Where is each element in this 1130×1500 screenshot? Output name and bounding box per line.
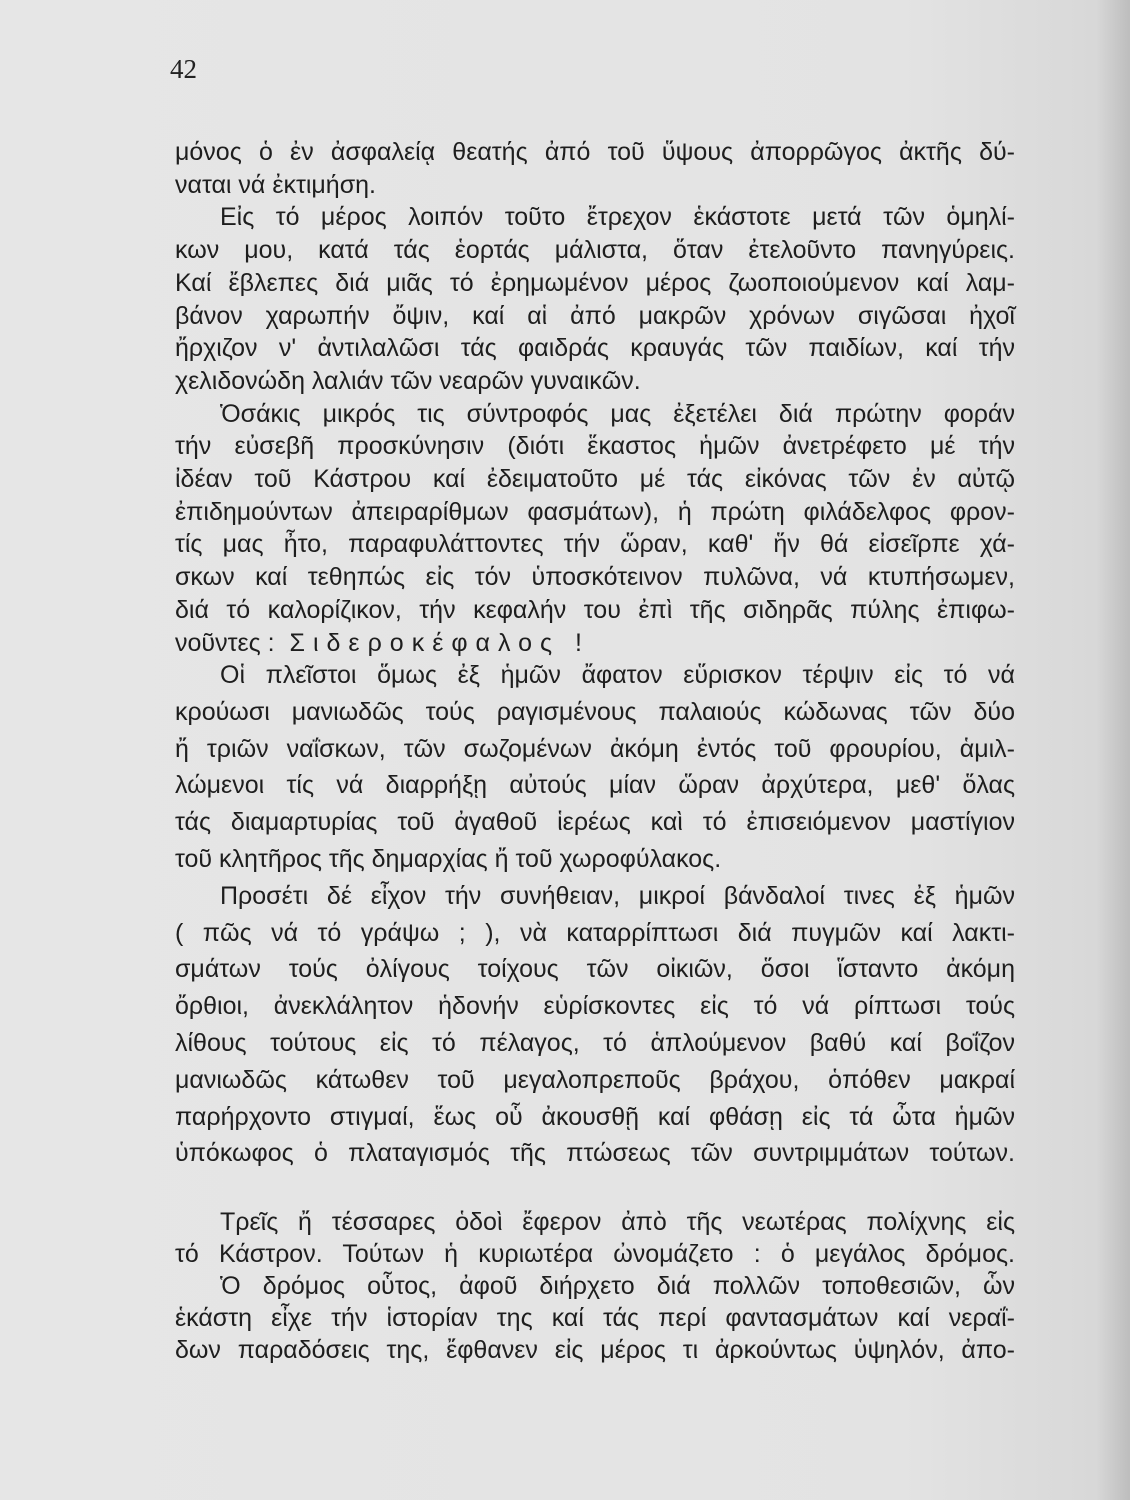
text-line — [175, 366, 1015, 396]
text-line — [175, 1303, 1015, 1333]
text-line-content: διά τό καλορίζικον, τήν κεφαλήν του ἐπὶ τῆς σιδηρᾶς πύλης ἐπιφω- — [175, 595, 1015, 624]
text-line — [220, 1271, 1015, 1301]
text-line-content: παρήρχοντο στιγμαί, ἕως οὗ ἀκουσθῇ καί φθάσῃ εἰς τά ὦτα ἡμῶν — [175, 1102, 1015, 1131]
text-line-content: τήν εὐσεβῆ προσκύνησιν (διότι ἕκαστος ἡμῶν ἀνετρέφετο μέ τήν — [175, 432, 1015, 461]
text-line — [175, 333, 1015, 363]
text-line — [175, 734, 1015, 764]
text-line — [175, 562, 1015, 592]
text-line-content: Ὁσάκις μικρός τις σύντροφός μας ἐξετέλει διά πρώτην φοράν — [220, 399, 1015, 428]
text-line — [175, 235, 1015, 265]
text-line — [175, 954, 1015, 984]
text-line-content: Οἱ πλεῖστοι ὅμως ἐξ ἡμῶν ἄφατον εὕρισκον τέρψιν εἰς τό νά — [220, 661, 1015, 689]
text-line-content: ἰδέαν τοῦ Κάστρου καί ἐδειματοῦτο μέ τάς εἰκόνας τῶν ἐν αὐτῷ — [175, 465, 1015, 493]
text-line — [175, 991, 1015, 1021]
text-line-content: τοῦ κλητῆρος τῆς δημαρχίας ἤ τοῦ χωροφύλακος. — [175, 845, 722, 873]
text-line — [175, 497, 1015, 527]
text-line — [175, 628, 1015, 658]
text-line-content: ναται νά ἐκτιμήση. — [175, 170, 376, 199]
text-line — [175, 464, 1015, 494]
text-line — [220, 399, 1015, 429]
text-line — [175, 1065, 1015, 1095]
text-line-content: ἐπιδημούντων ἀπειραρίθμων φασμάτων), ἡ πρώτη φιλάδελφος φρον- — [175, 497, 1015, 526]
text-line — [175, 844, 1015, 874]
text-line-content: ἤρχιζον ν' ἀντιλαλῶσι τάς φαιδράς κραυγάς τῶν παιδίων, καί τήν — [175, 334, 1015, 363]
text-line-content: κρούωσι μανιωδῶς τούς ραγισμένους παλαιούς κώδωνας τῶν δύο — [175, 697, 1015, 726]
text-line-content: νοῦντες : — [175, 628, 275, 657]
text-line-content: ( πῶς νά τό γράψω ; ), νὰ καταρρίπτωσι διά πυγμῶν καί λακτι- — [175, 918, 1015, 947]
text-line-content: Προσέτι δέ εἶχον τήν συνήθειαν, μικροί βάνδαλοί τινες ἐξ ἡμῶν — [220, 881, 1015, 910]
text-line-content: ἑκάστη εἶχε τήν ἱστορίαν της καί τάς περί φαντασμάτων καί νεραΐ- — [175, 1304, 1015, 1332]
text-line-content: χελιδονώδη λαλιάν τῶν νεαρῶν γυναικῶν. — [175, 366, 641, 395]
text-line — [175, 918, 1015, 948]
text-line-content: τάς διαμαρτυρίας τοῦ ἀγαθοῦ ἱερέως καὶ τό ἐπισειόμενον μαστίγιον — [175, 808, 1015, 837]
text-line — [175, 697, 1015, 727]
text-line-content: σμάτων τούς ὀλίγους τοίχους τῶν οἰκιῶν, ὅσοι ἵσταντο ἀκόμη — [175, 955, 1015, 984]
spaced-exclamation: Σιδεροκέφαλος ! — [289, 628, 590, 657]
text-line — [175, 170, 1015, 200]
text-line — [220, 1207, 1015, 1237]
text-line — [175, 1028, 1015, 1058]
text-line — [175, 301, 1015, 331]
text-line — [175, 431, 1015, 461]
text-line-content: Καί ἔβλεπες διά μιᾶς τό ἐρημωμένον μέρος ζωοποιούμενον καί λαμ- — [175, 268, 1015, 297]
text-line-content: Εἰς τό μέρος λοιπόν τοῦτο ἔτρεχον ἑκάστοτε μετά τῶν ὁμηλί- — [220, 203, 1015, 232]
text-line-content: τό Κάστρον. Τούτων ἡ κυριωτέρα ὠνομάζετο : ὁ μεγάλος δρόμος. — [175, 1240, 1015, 1268]
text-line — [175, 1138, 1015, 1168]
text-line-content: τίς μας ἦτο, παραφυλάττοντες τήν ὥραν, καθ' ἥν θά εἰσεῖρπε χά- — [175, 530, 1015, 559]
text-line-content: ἤ τριῶν ναΐσκων, τῶν σωζομένων ἀκόμη ἐντός τοῦ φρουρίου, ἁμιλ- — [175, 734, 1015, 763]
text-line — [175, 595, 1015, 625]
text-line-content: μόνος ὁ ἐν ἀσφαλείᾳ θεατής ἀπό τοῦ ὕψους ἀπορρῶγος ἀκτῆς δύ- — [175, 138, 1015, 166]
text-line — [175, 1102, 1015, 1132]
text-line-content: κων μου, κατά τάς ἑορτάς μάλιστα, ὅταν ἐτελοῦντο πανηγύρεις. — [175, 236, 1015, 265]
text-line — [175, 268, 1015, 298]
text-line-content: Ὁ δρόμος οὗτος, ἀφοῦ διήρχετο διά πολλῶν τοποθεσιῶν, ὧν — [220, 1272, 1015, 1300]
text-line — [220, 202, 1015, 232]
text-line-content: λίθους τούτους εἰς τό πέλαγος, τό ἁπλούμενον βαθύ καί βοΐζον — [175, 1029, 1015, 1057]
text-line-content: δων παραδόσεις της, ἔφθανεν εἰς μέρος τι ἀρκούντως ὑψηλόν, ἀπο- — [175, 1336, 1015, 1364]
text-line-content: Τρεῖς ἤ τέσσαρες ὁδοὶ ἔφερον ἀπὸ τῆς νεωτέρας πολίχνης εἰς — [220, 1208, 1015, 1236]
text-line — [220, 881, 1015, 911]
text-line — [175, 1239, 1015, 1269]
page-number: 42 — [170, 54, 197, 84]
text-line-content: ὄρθιοι, ἀνεκλάλητον ἡδονήν εὑρίσκοντες εἰς τό νά ρίπτωσι τούς — [175, 992, 1015, 1021]
text-line — [175, 529, 1015, 559]
text-line — [175, 807, 1015, 837]
text-line — [175, 137, 1015, 167]
text-line-content: λώμενοι τίς νά διαρρήξῃ αὐτούς μίαν ὥραν ἀρχύτερα, μεθ' ὅλας — [175, 771, 1015, 800]
text-line-content: σκων καί τεθηπώς εἰς τόν ὑποσκότεινον πυλῶνα, νά κτυπήσωμεν, — [175, 563, 1015, 592]
text-line — [175, 770, 1015, 800]
text-line-content: ὑπόκωφος ὁ πλαταγισμός τῆς πτώσεως τῶν συντριμμάτων τούτων. — [175, 1139, 1015, 1168]
text-line-content: βάνον χαρωπήν ὄψιν, καί αἱ ἀπό μακρῶν χρόνων σιγῶσαι ἠχοῖ — [175, 301, 1015, 330]
text-line-content: μανιωδῶς κάτωθεν τοῦ μεγαλοπρεποῦς βράχου, ὁπόθεν μακραί — [175, 1065, 1015, 1094]
text-line — [220, 660, 1015, 690]
text-line — [175, 1335, 1015, 1365]
